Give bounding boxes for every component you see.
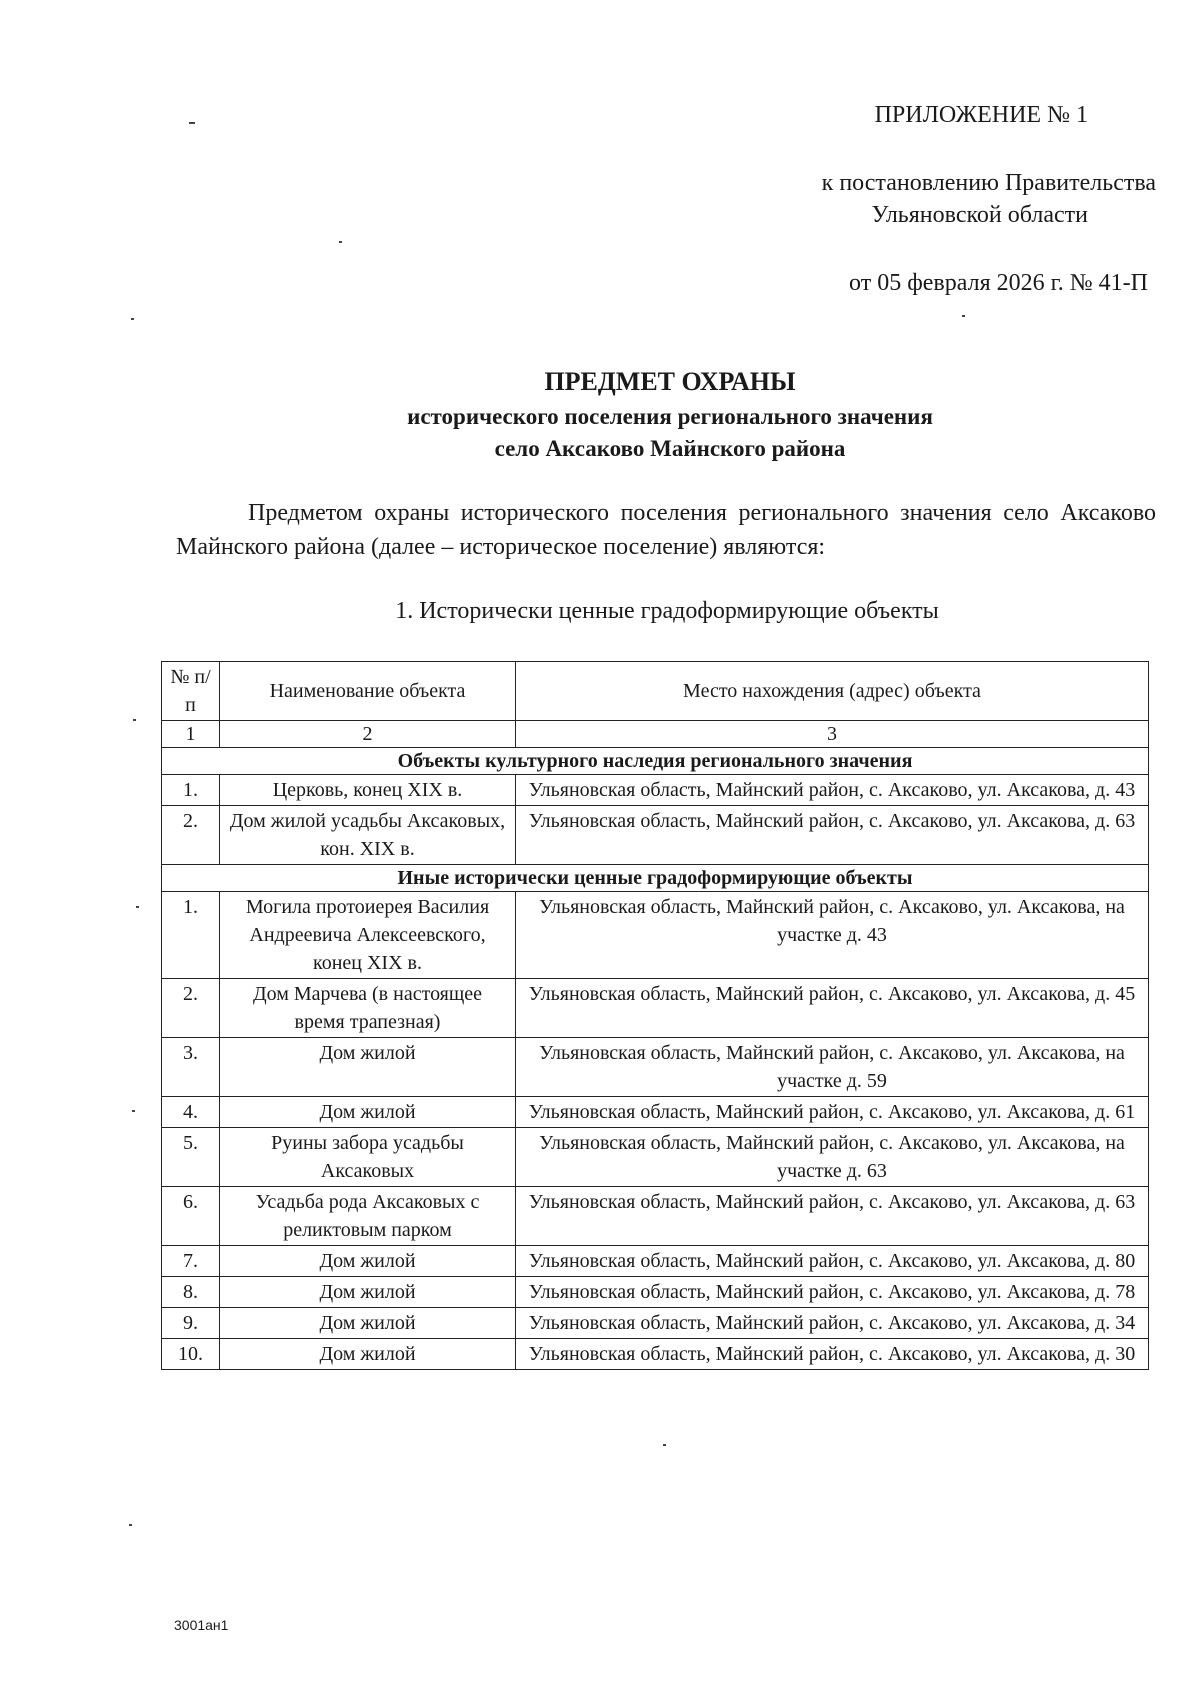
object-address: Ульяновская область, Майнский район, с. Аксаково, ул. Аксакова, д. 78 [516, 1277, 1149, 1308]
column-number-row [162, 721, 1149, 748]
table-header-row [162, 662, 1149, 721]
object-name: Дом жилой [220, 1339, 516, 1370]
appendix-label: ПРИЛОЖЕНИЕ № 1 [874, 102, 1088, 128]
row-number: 7. [162, 1246, 220, 1277]
row-number: 10. [162, 1339, 220, 1370]
object-name: Могила протоиерея Василия Андреевича Алексеевского, конец XIX в. [220, 892, 516, 979]
scan-speck [339, 241, 342, 243]
header-number: № п/п [162, 662, 220, 721]
group-title: Объекты культурного наследия регионального значения [162, 748, 1149, 775]
row-number: 8. [162, 1277, 220, 1308]
object-name: Дом жилой [220, 1308, 516, 1339]
row-number: 3. [162, 1038, 220, 1097]
object-name: Дом жилой [220, 1097, 516, 1128]
object-address: Ульяновская область, Майнский район, с. Аксаково, ул. Аксакова, д. 45 [516, 979, 1149, 1038]
intro-paragraph: Предметом охраны исторического поселения регионального значения село Аксаково Майнского района (далее – историческое поселение) являются: [176, 500, 1156, 560]
object-address: Ульяновская область, Майнский район, с. Аксаково, ул. Аксакова, д. 63 [516, 806, 1149, 865]
region-name: Ульяновской области [871, 202, 1088, 228]
row-number: 4. [162, 1097, 220, 1128]
object-name: Дом жилой [220, 1246, 516, 1277]
table-row [162, 1097, 1149, 1128]
document-subtitle-line-2: село Аксаково Майнского района [494, 436, 846, 461]
table-group-row [162, 748, 1149, 775]
object-name: Дом жилой [220, 1038, 516, 1097]
row-number: 1. [162, 775, 220, 806]
object-address: Ульяновская область, Майнский район, с. Аксаково, ул. Аксакова, д. 34 [516, 1308, 1149, 1339]
scan-speck [962, 315, 965, 317]
table-row [162, 1246, 1149, 1277]
row-number: 6. [162, 1187, 220, 1246]
table-row [162, 775, 1149, 806]
section-heading: 1. Исторически ценные градоформирующие объекты [395, 598, 939, 624]
object-address: Ульяновская область, Майнский район, с. Аксаково, ул. Аксакова, д. 63 [516, 1187, 1149, 1246]
object-name: Дом жилой усадьбы Аксаковых, кон. XIX в. [220, 806, 516, 865]
table-row [162, 1128, 1149, 1187]
object-name: Руины забора усадьбы Аксаковых [220, 1128, 516, 1187]
table-row [162, 892, 1149, 979]
document-title: ПРЕДМЕТ ОХРАНЫ [544, 367, 796, 396]
group-title: Иные исторически ценные градоформирующие объекты [162, 865, 1149, 892]
table-row [162, 1038, 1149, 1097]
column-number: 1 [162, 721, 220, 748]
table-row [162, 1308, 1149, 1339]
row-number: 5. [162, 1128, 220, 1187]
document-code-stamp: 3001ан1 [174, 1617, 229, 1633]
header-address: Место нахождения (адрес) объекта [516, 662, 1149, 721]
column-number: 2 [220, 721, 516, 748]
table-row [162, 806, 1149, 865]
scan-speck [663, 1444, 666, 1446]
table-row [162, 979, 1149, 1038]
object-name: Дом Марчева (в настоящее время трапезная) [220, 979, 516, 1038]
object-name: Церковь, конец XIX в. [220, 775, 516, 806]
object-address: Ульяновская область, Майнский район, с. Аксаково, ул. Аксакова, на участке д. 63 [516, 1128, 1149, 1187]
table-group-row [162, 865, 1149, 892]
scan-speck [132, 1110, 135, 1112]
document-subtitle-line-1: исторического поселения регионального значения [407, 404, 933, 429]
scan-speck [133, 719, 136, 721]
row-number: 2. [162, 979, 220, 1038]
header-object-name: Наименование объекта [220, 662, 516, 721]
object-address: Ульяновская область, Майнский район, с. Аксаково, ул. Аксакова, на участке д. 43 [516, 892, 1149, 979]
object-address: Ульяновская область, Майнский район, с. Аксаково, ул. Аксакова, д. 61 [516, 1097, 1149, 1128]
decree-date: от 05 февраля 2026 г. № 41-П [849, 270, 1148, 296]
object-address: Ульяновская область, Майнский район, с. Аксаково, ул. Аксакова, д. 43 [516, 775, 1149, 806]
object-address: Ульяновская область, Майнский район, с. Аксаково, ул. Аксакова, д. 30 [516, 1339, 1149, 1370]
object-name: Дом жилой [220, 1277, 516, 1308]
protected-objects-table [161, 661, 1149, 1370]
column-number: 3 [516, 721, 1149, 748]
object-name: Усадьба рода Аксаковых с реликтовым парком [220, 1187, 516, 1246]
object-address: Ульяновская область, Майнский район, с. Аксаково, ул. Аксакова, д. 80 [516, 1246, 1149, 1277]
row-number: 9. [162, 1308, 220, 1339]
table-row [162, 1187, 1149, 1246]
row-number: 2. [162, 806, 220, 865]
object-address: Ульяновская область, Майнский район, с. Аксаково, ул. Аксакова, на участке д. 59 [516, 1038, 1149, 1097]
scan-speck [131, 318, 134, 320]
row-number: 1. [162, 892, 220, 979]
table-row [162, 1277, 1149, 1308]
scan-speck [136, 906, 139, 908]
scan-speck [129, 1524, 132, 1526]
scan-speck [189, 122, 195, 124]
table-row [162, 1339, 1149, 1370]
decree-reference: к постановлению Правительства [821, 170, 1156, 196]
